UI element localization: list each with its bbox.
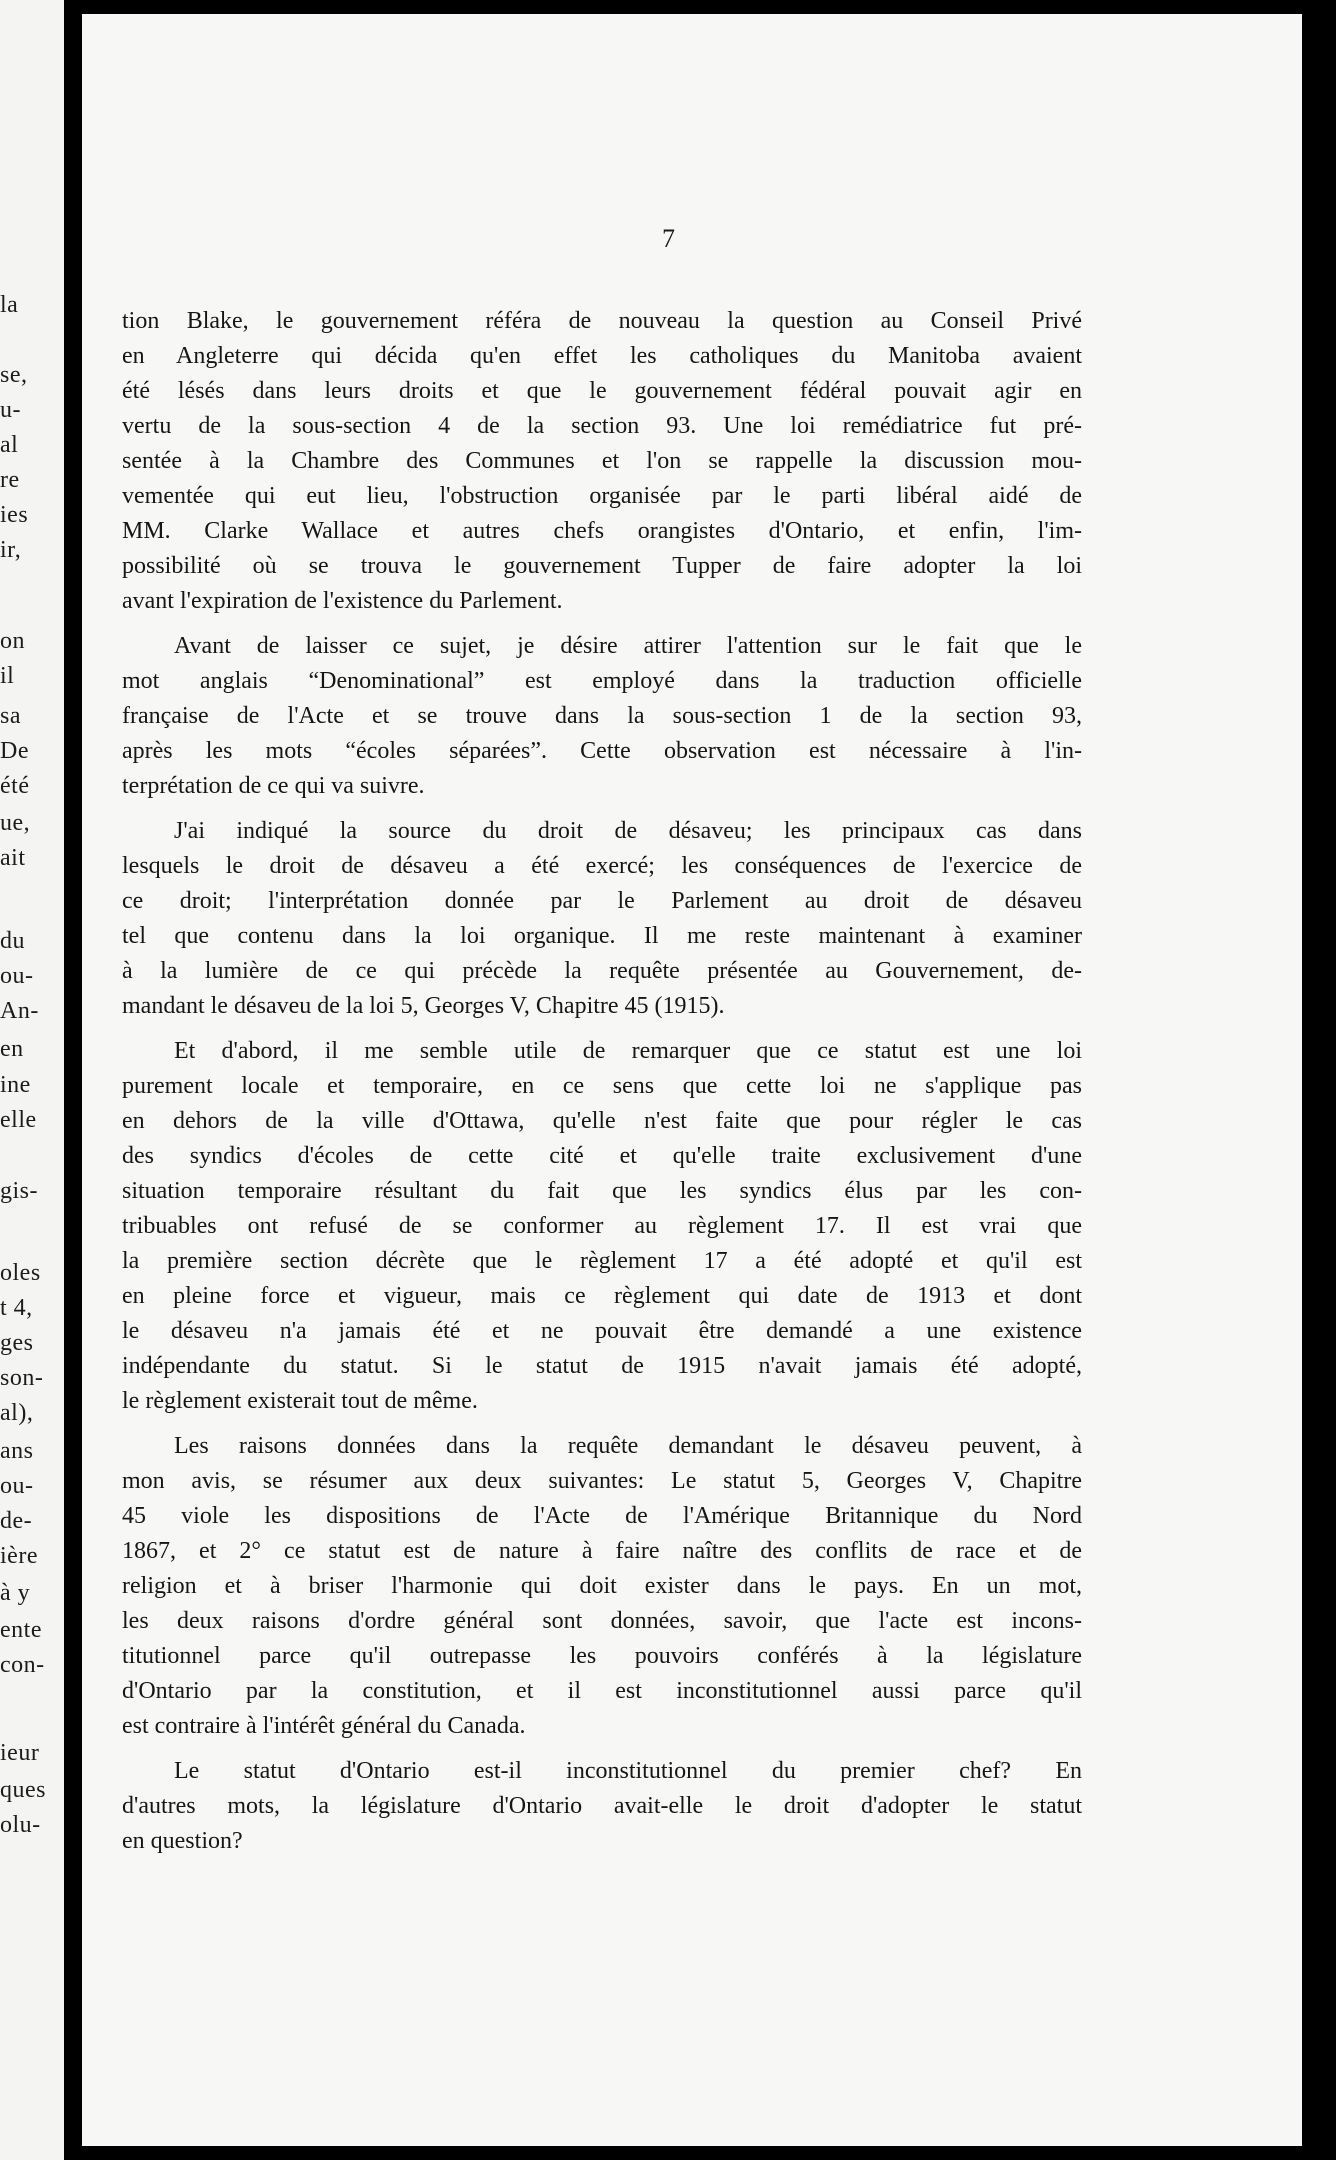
text-line: mot anglais “Denominational” est employé dans la traduction officielle [122, 668, 1082, 694]
paragraph [122, 814, 1082, 1024]
text-line: Le statut d'Ontario est-il inconstitutionnel du premier chef? En [174, 1758, 1082, 1784]
prev-fragment: du [0, 928, 25, 954]
text-line: tel que contenu dans la loi organique. Il me reste maintenant à examiner [122, 923, 1082, 949]
prev-fragment: la [0, 292, 19, 318]
prev-fragment: ges [0, 1330, 34, 1356]
text-line: J'ai indiqué la source du droit de désaveu; les principaux cas dans [174, 818, 1082, 844]
text-line: 45 viole les dispositions de l'Acte de l'Amérique Britannique du Nord [122, 1503, 1082, 1529]
text-line: en pleine force et vigueur, mais ce règlement qui date de 1913 et dont [122, 1283, 1082, 1309]
prev-fragment: ans [0, 1438, 34, 1464]
prev-fragment: al), [0, 1400, 34, 1426]
text-line: le désaveu n'a jamais été et ne pouvait être demandé a une existence [122, 1318, 1082, 1344]
text-line: indépendante du statut. Si le statut de 1915 n'avait jamais été adopté, [122, 1353, 1082, 1379]
prev-fragment: ue, [0, 810, 31, 836]
prev-fragment: ques [0, 1777, 46, 1803]
paragraph [122, 629, 1082, 804]
paragraph [122, 1754, 1082, 1859]
text-line: est contraire à l'intérêt général du Canada. [122, 1713, 526, 1739]
text-line: vementée qui eut lieu, l'obstruction organisée par le parti libéral aidé de [122, 483, 1082, 509]
book-gutter [64, 0, 82, 2160]
text-line: les deux raisons d'ordre général sont données, savoir, que l'acte est incons- [122, 1608, 1082, 1634]
prev-fragment: ente [0, 1617, 42, 1643]
prev-fragment: son- [0, 1365, 44, 1391]
prev-fragment: été [0, 773, 30, 799]
text-line: été lésés dans leurs droits et que le gouvernement fédéral pouvait agir en [122, 378, 1082, 404]
prev-fragment: ine [0, 1072, 31, 1098]
text-line: situation temporaire résultant du fait que les syndics élus par les con- [122, 1178, 1082, 1204]
prev-fragment: se, [0, 362, 28, 388]
text-line: 1867, et 2° ce statut est de nature à faire naître des conflits de race et de [122, 1538, 1082, 1564]
text-line: d'Ontario par la constitution, et il est inconstitutionnel aussi parce qu'il [122, 1678, 1082, 1704]
text-line: en dehors de la ville d'Ottawa, qu'elle n'est faite que pour régler le cas [122, 1108, 1082, 1134]
prev-fragment: al [0, 432, 19, 458]
prev-fragment: ait [0, 845, 26, 871]
text-line: le règlement existerait tout de même. [122, 1388, 478, 1414]
prev-fragment: sa [0, 703, 21, 729]
text-line: à la lumière de ce qui précède la requête présentée au Gouvernement, de- [122, 958, 1082, 984]
prev-fragment: ir, [0, 537, 22, 563]
text-line: ce droit; l'interprétation donnée par le Parlement au droit de désaveu [122, 888, 1082, 914]
text-line: française de l'Acte et se trouve dans la sous-section 1 de la section 93, [122, 703, 1082, 729]
text-line: sentée à la Chambre des Communes et l'on se rappelle la discussion mou- [122, 448, 1082, 474]
prev-fragment: oles [0, 1260, 41, 1286]
prev-fragment: ière [0, 1543, 38, 1569]
prev-fragment: ieur [0, 1740, 40, 1766]
text-line: titutionnel parce qu'il outrepasse les pouvoirs conférés à la législature [122, 1643, 1082, 1669]
prev-fragment: re [0, 467, 20, 493]
text-line: la première section décrète que le règlement 17 a été adopté et qu'il est [122, 1248, 1082, 1274]
page-body-text [122, 304, 1082, 1869]
page-right-edge [1302, 0, 1336, 2160]
prev-fragment: t 4, [0, 1295, 33, 1321]
text-line: tion Blake, le gouvernement référa de nouveau la question au Conseil Privé [122, 308, 1082, 334]
prev-fragment: elle [0, 1107, 37, 1133]
prev-fragment: An- [0, 998, 39, 1024]
paragraph [122, 1034, 1082, 1419]
prev-fragment: ies [0, 502, 29, 528]
text-line: terprétation de ce qui va suivre. [122, 773, 425, 799]
text-line: possibilité où se trouva le gouvernement Tupper de faire adopter la loi [122, 553, 1082, 579]
text-line: vertu de la sous-section 4 de la section 93. Une loi remédiatrice fut pré- [122, 413, 1082, 439]
prev-fragment: gis- [0, 1178, 38, 1204]
prev-fragment: olu- [0, 1812, 41, 1838]
text-line: tribuables ont refusé de se conformer au règlement 17. Il est vrai que [122, 1213, 1082, 1239]
text-line: en Angleterre qui décida qu'en effet les catholiques du Manitoba avaient [122, 343, 1082, 369]
text-line: Avant de laisser ce sujet, je désire attirer l'attention sur le fait que le [174, 633, 1082, 659]
text-line: en question? [122, 1828, 243, 1854]
text-line: Les raisons données dans la requête demandant le désaveu peuvent, à [174, 1433, 1082, 1459]
prev-fragment: on [0, 628, 25, 654]
text-line: avant l'expiration de l'existence du Parlement. [122, 588, 563, 614]
paragraph [122, 304, 1082, 619]
text-line: MM. Clarke Wallace et autres chefs orangistes d'Ontario, et enfin, l'im- [122, 518, 1082, 544]
previous-page-edge [0, 0, 64, 2160]
text-line: mon avis, se résumer aux deux suivantes: Le statut 5, Georges V, Chapitre [122, 1468, 1082, 1494]
prev-fragment: con- [0, 1652, 45, 1678]
prev-fragment: en [0, 1036, 24, 1062]
prev-fragment: à y [0, 1580, 31, 1606]
text-line: après les mots “écoles séparées”. Cette observation est nécessaire à l'in- [122, 738, 1082, 764]
paragraph [122, 1429, 1082, 1744]
page-number: 7 [662, 224, 675, 253]
prev-fragment: De [0, 738, 29, 764]
text-line: religion et à briser l'harmonie qui doit exister dans le pays. En un mot, [122, 1573, 1082, 1599]
prev-fragment: ou- [0, 963, 34, 989]
document-page [82, 14, 1302, 2146]
text-line: des syndics d'écoles de cette cité et qu'elle traite exclusivement d'une [122, 1143, 1082, 1169]
text-line: Et d'abord, il me semble utile de remarquer que ce statut est une loi [174, 1038, 1082, 1064]
text-line: d'autres mots, la législature d'Ontario avait-elle le droit d'adopter le statut [122, 1793, 1082, 1819]
text-line: lesquels le droit de désaveu a été exercé; les conséquences de l'exercice de [122, 853, 1082, 879]
prev-fragment: ou- [0, 1473, 34, 1499]
text-line: purement locale et temporaire, en ce sens que cette loi ne s'applique pas [122, 1073, 1082, 1099]
prev-fragment: de- [0, 1508, 33, 1534]
text-line: mandant le désaveu de la loi 5, Georges V, Chapitre 45 (1915). [122, 993, 725, 1019]
prev-fragment: il [0, 663, 15, 689]
prev-fragment: u- [0, 397, 21, 423]
